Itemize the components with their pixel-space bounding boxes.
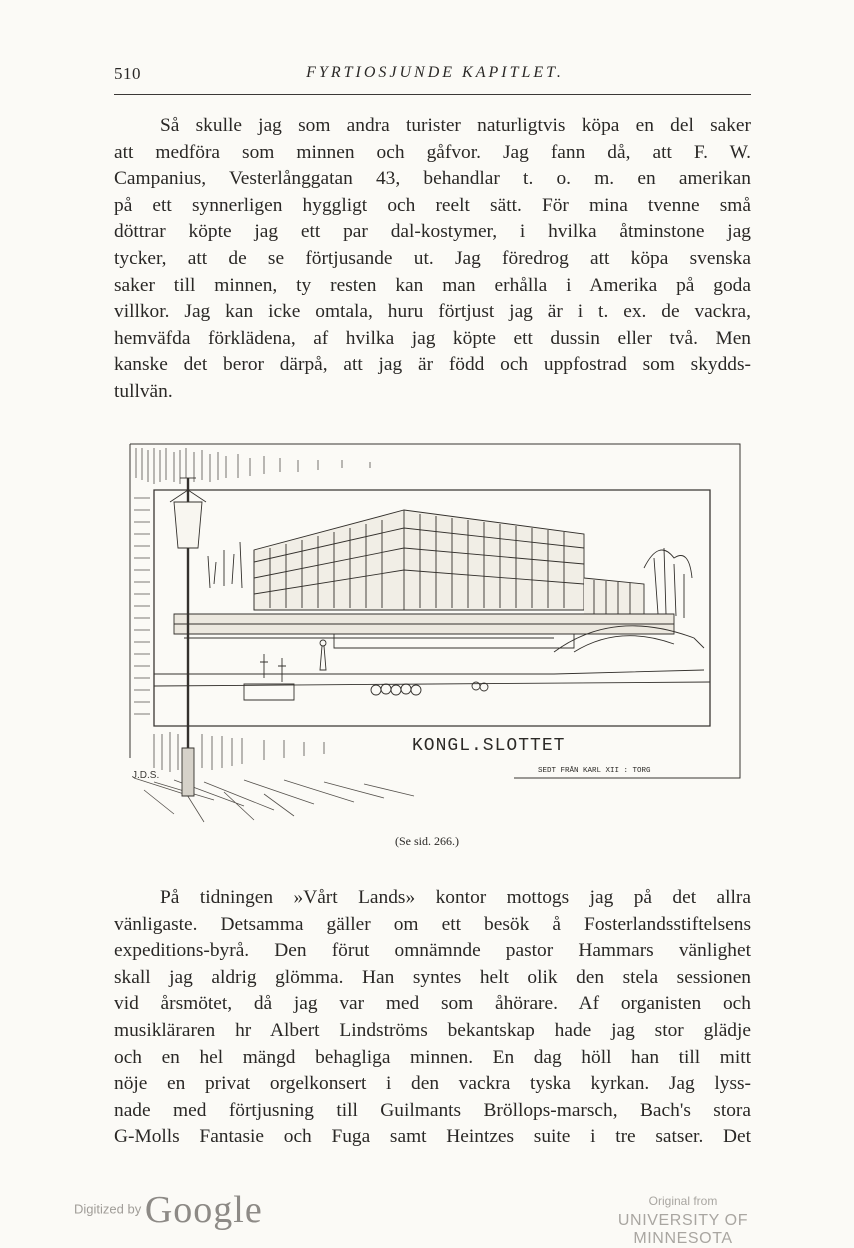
original-from-label: Original from (648, 1194, 718, 1208)
running-head: FYRTIOSJUNDE KAPITLET. (306, 64, 564, 81)
text-line: vid årsmötet, då jag var med som åhörare. Af organisten och (114, 993, 751, 1015)
text-line: vänligaste. Detsamma gäller om ett besök å Fosterlandsstiftelsens (114, 913, 751, 935)
digitized-by-label: Digitized by (74, 1201, 142, 1217)
figure-caption: (Se sid. 266.) (395, 834, 459, 848)
text-line: döttrar köpte jag ett par dal-kostymer, i hvilka åtminstone jag (114, 221, 751, 243)
text-line: och en hel mängd behagliga minnen. En dag höll han till mitt (114, 1046, 751, 1068)
text-line: expeditions-byrå. Den förut omnämnde pastor Hammars vänlighet (114, 940, 751, 962)
text-line: G-Molls Fantasie och Fuga samt Heintzes suite i tre satser. Det (114, 1126, 751, 1148)
google-logo: Google (144, 1189, 263, 1231)
text-line: musikläraren hr Albert Lindströms bekantskap hade jag stor glädje (114, 1019, 751, 1041)
header-rule (114, 94, 751, 95)
artist-monogram: J.D.S. (132, 770, 160, 781)
royal-palace-illustration (114, 438, 744, 828)
text-line: nade med förtjusning till Guilmants Bröllops-marsch, Bach's stora (114, 1099, 751, 1121)
text-line: att medföra som minnen och gåfvor. Jag fann då, att F. W. (114, 141, 751, 163)
paragraph-2 (114, 885, 751, 1151)
institution-name: UNIVERSITY OF MINNESOTA (617, 1212, 749, 1247)
original-from-watermark (570, 1194, 796, 1248)
text-line: På tidningen »Vårt Lands» kontor mottogs jag på det allra (160, 887, 751, 908)
text-line: tullvän. (114, 380, 173, 402)
text-line: nöje en privat orgelkonsert i den vackra tyska kyrkan. Jag lyss- (114, 1073, 751, 1095)
text-line: villkor. Jag kan icke omtala, huru förtjust jag är i t. ex. de vackra, (114, 301, 751, 323)
text-line: tycker, att de se förtjusande ut. Jag föredrog att köpa svenska (114, 247, 751, 269)
text-line: saker till minnen, ty resten kan man erhålla i Amerika på goda (114, 274, 751, 296)
text-line: kanske det beror därpå, att jag är född och uppfostrad som skydds- (114, 354, 751, 376)
text-line: Så skulle jag som andra turister naturligtvis köpa en del saker (160, 115, 751, 136)
paragraph-1 (114, 113, 751, 406)
illustration-title: KONGL.SLOTTET (412, 736, 566, 756)
text-line: Campanius, Vesterlånggatan 43, behandlar t. o. m. en amerikan (114, 168, 751, 190)
digitized-by-watermark (74, 1188, 263, 1232)
text-line: på ett synnerligen hyggligt och reelt sätt. För mina tvenne små (114, 194, 751, 216)
text-line: skall jag aldrig glömma. Han syntes helt olik den stela sessionen (114, 966, 751, 988)
text-line: hemväfda förklädena, af hvilka jag köpte ett dussin eller två. Men (114, 327, 751, 349)
illustration-subtitle: SEDT FRÅN KARL XII : TORG (538, 767, 651, 775)
page-number: 510 (114, 64, 141, 83)
